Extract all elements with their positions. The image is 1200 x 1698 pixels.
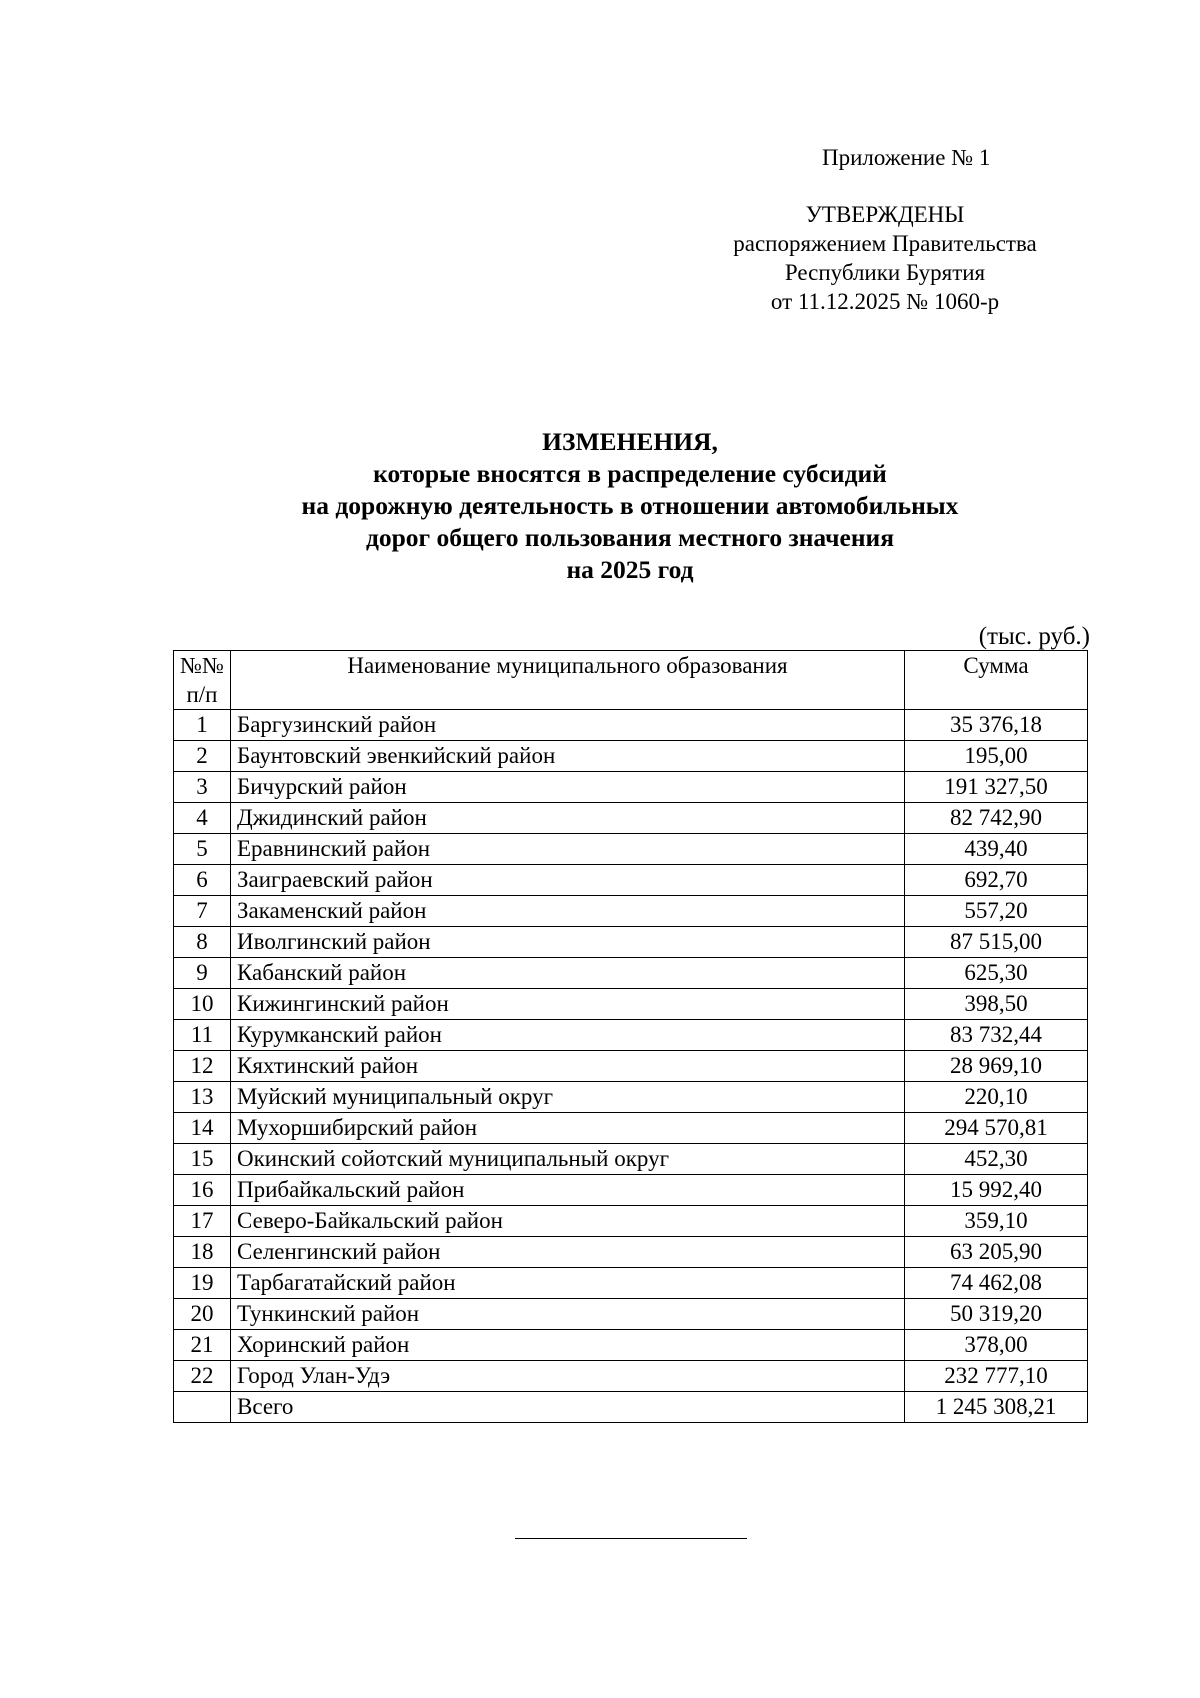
table-row <box>174 1082 1088 1113</box>
approved-heading: УТВЕРЖДЕНЫ <box>805 202 965 227</box>
row-name: Северо-Байкальский район <box>231 1206 905 1237</box>
row-name: Джидинский район <box>231 803 905 834</box>
row-name: Заиграевский район <box>231 865 905 896</box>
row-sum: 220,10 <box>905 1082 1088 1113</box>
row-name: Иволгинский район <box>231 927 905 958</box>
table-row <box>174 1237 1088 1268</box>
table-row <box>174 1144 1088 1175</box>
row-name: Тарбагатайский район <box>231 1268 905 1299</box>
approval-block <box>700 200 1070 316</box>
row-num: 1 <box>174 710 231 741</box>
row-sum: 15 992,40 <box>905 1175 1088 1206</box>
table-row <box>174 710 1088 741</box>
row-name: Баунтовский эвенкийский район <box>231 741 905 772</box>
row-sum: 439,40 <box>905 834 1088 865</box>
row-sum: 232 777,10 <box>905 1361 1088 1392</box>
row-sum: 35 376,18 <box>905 710 1088 741</box>
total-num-cell <box>174 1392 231 1423</box>
total-sum: 1 245 308,21 <box>905 1392 1088 1423</box>
table-row <box>174 1330 1088 1361</box>
row-num: 5 <box>174 834 231 865</box>
row-name: Мухоршибирский район <box>231 1113 905 1144</box>
row-num: 14 <box>174 1113 231 1144</box>
row-num: 12 <box>174 1051 231 1082</box>
row-num: 9 <box>174 958 231 989</box>
row-sum: 378,00 <box>905 1330 1088 1361</box>
table-row <box>174 741 1088 772</box>
row-sum: 87 515,00 <box>905 927 1088 958</box>
row-num: 18 <box>174 1237 231 1268</box>
row-name: Муйский муниципальный округ <box>231 1082 905 1113</box>
row-num: 6 <box>174 865 231 896</box>
total-label: Всего <box>231 1392 905 1423</box>
row-name: Город Улан-Удэ <box>231 1361 905 1392</box>
row-name: Закаменский район <box>231 896 905 927</box>
row-name: Кижингинский район <box>231 989 905 1020</box>
row-name: Кабанский район <box>231 958 905 989</box>
table-row <box>174 803 1088 834</box>
table-row <box>174 1175 1088 1206</box>
row-sum: 359,10 <box>905 1206 1088 1237</box>
table-row <box>174 772 1088 803</box>
table-row <box>174 1299 1088 1330</box>
row-num: 4 <box>174 803 231 834</box>
column-header-sum: Сумма <box>905 651 1088 710</box>
row-sum: 294 570,81 <box>905 1113 1088 1144</box>
row-name: Курумканский район <box>231 1020 905 1051</box>
row-num: 21 <box>174 1330 231 1361</box>
approved-by-line1: распоряжением Правительства <box>733 231 1037 256</box>
table-header-row <box>174 651 1088 710</box>
row-num: 3 <box>174 772 231 803</box>
row-sum: 83 732,44 <box>905 1020 1088 1051</box>
appendix-label: Приложение № 1 <box>822 145 991 170</box>
row-num: 19 <box>174 1268 231 1299</box>
title-line-4: дорог общего пользования местного значения <box>365 523 895 552</box>
row-sum: 50 319,20 <box>905 1299 1088 1330</box>
row-sum: 557,20 <box>905 896 1088 927</box>
table-row <box>174 1268 1088 1299</box>
row-name: Хоринский район <box>231 1330 905 1361</box>
title-line-5: на 2025 год <box>566 555 694 584</box>
table-row <box>174 1020 1088 1051</box>
row-sum: 74 462,08 <box>905 1268 1088 1299</box>
approved-date: от 11.12.2025 № 1060-р <box>770 289 1000 314</box>
row-name: Баргузинский район <box>231 710 905 741</box>
row-num: 7 <box>174 896 231 927</box>
row-num: 10 <box>174 989 231 1020</box>
row-name: Кяхтинский район <box>231 1051 905 1082</box>
row-sum: 398,50 <box>905 989 1088 1020</box>
row-num: 8 <box>174 927 231 958</box>
title-line-1: ИЗМЕНЕНИЯ, <box>542 427 718 456</box>
row-num: 20 <box>174 1299 231 1330</box>
approved-by-line2: Республики Бурятия <box>784 260 986 285</box>
table-row <box>174 1361 1088 1392</box>
table-row <box>174 896 1088 927</box>
column-header-num-line2: п/п <box>186 682 218 707</box>
row-num: 17 <box>174 1206 231 1237</box>
row-name: Селенгинский район <box>231 1237 905 1268</box>
row-num: 13 <box>174 1082 231 1113</box>
table-row <box>174 1051 1088 1082</box>
table-row <box>174 927 1088 958</box>
row-num: 2 <box>174 741 231 772</box>
row-name: Прибайкальский район <box>231 1175 905 1206</box>
row-num: 11 <box>174 1020 231 1051</box>
column-header-num-line1: №№ <box>180 653 224 678</box>
row-num: 22 <box>174 1361 231 1392</box>
row-name: Тункинский район <box>231 1299 905 1330</box>
table-row <box>174 1113 1088 1144</box>
end-divider <box>515 1538 747 1539</box>
table-row <box>174 865 1088 896</box>
table-row <box>174 958 1088 989</box>
subsidy-table <box>173 650 1088 1423</box>
row-sum: 82 742,90 <box>905 803 1088 834</box>
row-num: 16 <box>174 1175 231 1206</box>
row-sum: 625,30 <box>905 958 1088 989</box>
column-header-num <box>174 651 231 710</box>
title-line-3: на дорожную деятельность в отношении автомобильных <box>301 491 959 520</box>
title-line-2: которые вносятся в распределение субсидий <box>373 459 887 488</box>
row-sum: 195,00 <box>905 741 1088 772</box>
row-name: Еравнинский район <box>231 834 905 865</box>
row-sum: 63 205,90 <box>905 1237 1088 1268</box>
table-body <box>174 710 1088 1392</box>
row-sum: 692,70 <box>905 865 1088 896</box>
row-sum: 452,30 <box>905 1144 1088 1175</box>
row-sum: 28 969,10 <box>905 1051 1088 1082</box>
column-header-name: Наименование муниципального образования <box>231 651 905 710</box>
table-row <box>174 1206 1088 1237</box>
row-num: 15 <box>174 1144 231 1175</box>
table-row <box>174 834 1088 865</box>
table-row <box>174 989 1088 1020</box>
row-sum: 191 327,50 <box>905 772 1088 803</box>
document-title <box>0 426 1200 586</box>
row-name: Окинский сойотский муниципальный округ <box>231 1144 905 1175</box>
total-row <box>174 1392 1088 1423</box>
row-name: Бичурский район <box>231 772 905 803</box>
units-label: (тыс. руб.) <box>978 623 1090 650</box>
